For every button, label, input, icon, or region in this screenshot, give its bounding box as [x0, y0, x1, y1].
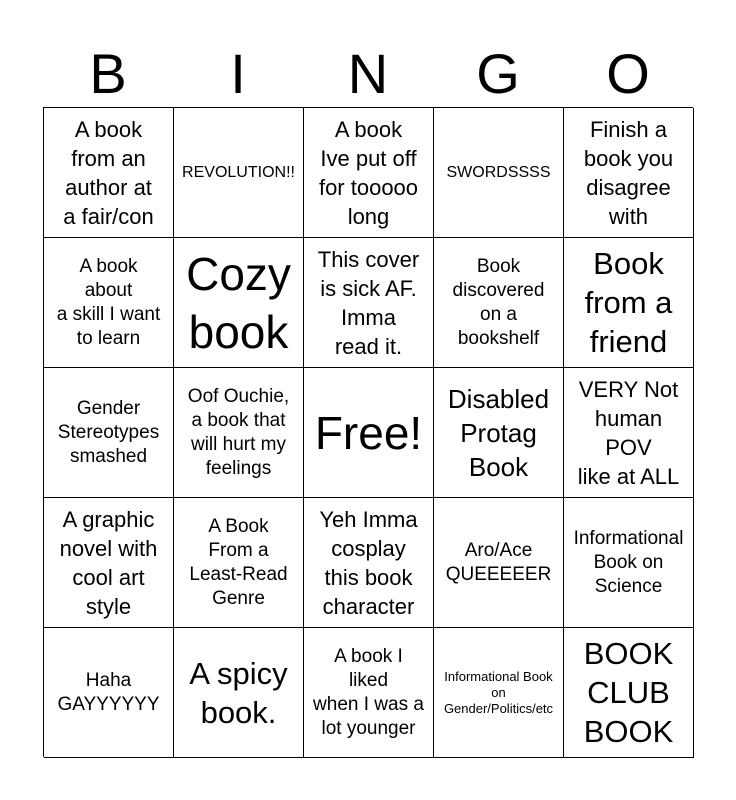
cell-text: A spicy book.: [189, 655, 288, 730]
cell-text: VERY Not human POV like at ALL: [577, 376, 680, 489]
bingo-cell-3-2[interactable]: [174, 368, 304, 498]
bingo-cell-1-2[interactable]: [174, 108, 304, 238]
cell-text: Book discovered on a bookshelf: [452, 255, 545, 349]
bingo-cell-4-4[interactable]: [434, 498, 564, 628]
bingo-cell-4-1[interactable]: [44, 498, 174, 628]
bingo-cell-2-3[interactable]: [304, 238, 434, 368]
cell-text: Free!: [314, 406, 423, 459]
bingo-cell-5-2[interactable]: [174, 628, 304, 758]
bingo-cell-3-5[interactable]: [564, 368, 694, 498]
cell-text: A Book From a Least-Read Genre: [189, 515, 288, 609]
cell-text: Gender Stereotypes smashed: [57, 397, 160, 467]
bingo-cell-4-2[interactable]: [174, 498, 304, 628]
bingo-cell-2-4[interactable]: [434, 238, 564, 368]
cell-text: A book about a skill I want to learn: [56, 255, 161, 349]
cell-text: This cover is sick AF. Imma read it.: [317, 246, 420, 359]
cell-text: A graphic novel with cool art style: [59, 506, 158, 619]
header-letter-n: N: [347, 42, 389, 105]
cell-text: Informational Book on Science: [573, 527, 684, 597]
cell-text: A book I liked when I was a lot younger: [313, 645, 424, 739]
bingo-cell-3-4[interactable]: [434, 368, 564, 498]
bingo-cell-5-4[interactable]: [434, 628, 564, 758]
header-letter-o: O: [606, 42, 650, 105]
cell-text: Finish a book you disagree with: [583, 116, 674, 229]
cell-text: Informational Book on Gender/Politics/etc: [443, 668, 554, 716]
bingo-cell-3-3[interactable]: [304, 368, 434, 498]
header-letter-b: B: [89, 42, 127, 105]
bingo-cell-1-3[interactable]: [304, 108, 434, 238]
cell-text: A book from an author at a fair/con: [63, 116, 154, 229]
bingo-cell-4-3[interactable]: [304, 498, 434, 628]
header-letter-g: G: [476, 42, 520, 105]
bingo-cell-1-1[interactable]: [44, 108, 174, 238]
cell-text: Book from a friend: [584, 246, 673, 359]
bingo-cell-5-1[interactable]: [44, 628, 174, 758]
cell-text: REVOLUTION!!: [182, 163, 295, 181]
cell-text: SWORDSSSS: [446, 163, 551, 181]
bingo-cell-2-5[interactable]: [564, 238, 694, 368]
bingo-cell-1-4[interactable]: [434, 108, 564, 238]
bingo-header: [43, 40, 693, 108]
bingo-cell-1-5[interactable]: [564, 108, 694, 238]
cell-text: Oof Ouchie, a book that will hurt my feelings: [187, 385, 290, 479]
bingo-cell-3-1[interactable]: [44, 368, 174, 498]
cell-text: Haha GAYYYYYY: [57, 669, 160, 715]
cell-text: Aro/Ace QUEEEEER: [445, 539, 552, 585]
cell-text: Disabled Protag Book: [447, 383, 550, 482]
bingo-cell-5-5[interactable]: [564, 628, 694, 758]
bingo-cell-2-1[interactable]: [44, 238, 174, 368]
cell-text: Yeh Imma cosplay this book character: [319, 506, 418, 619]
cell-text: A book Ive put off for tooooo long: [318, 116, 419, 229]
cell-text: BOOK CLUB BOOK: [583, 636, 674, 749]
bingo-cell-4-5[interactable]: [564, 498, 694, 628]
cell-text: Cozy book: [186, 247, 291, 358]
header-letter-i: I: [230, 42, 246, 105]
bingo-board: [43, 107, 693, 757]
bingo-cell-5-3[interactable]: [304, 628, 434, 758]
bingo-cell-2-2[interactable]: [174, 238, 304, 368]
